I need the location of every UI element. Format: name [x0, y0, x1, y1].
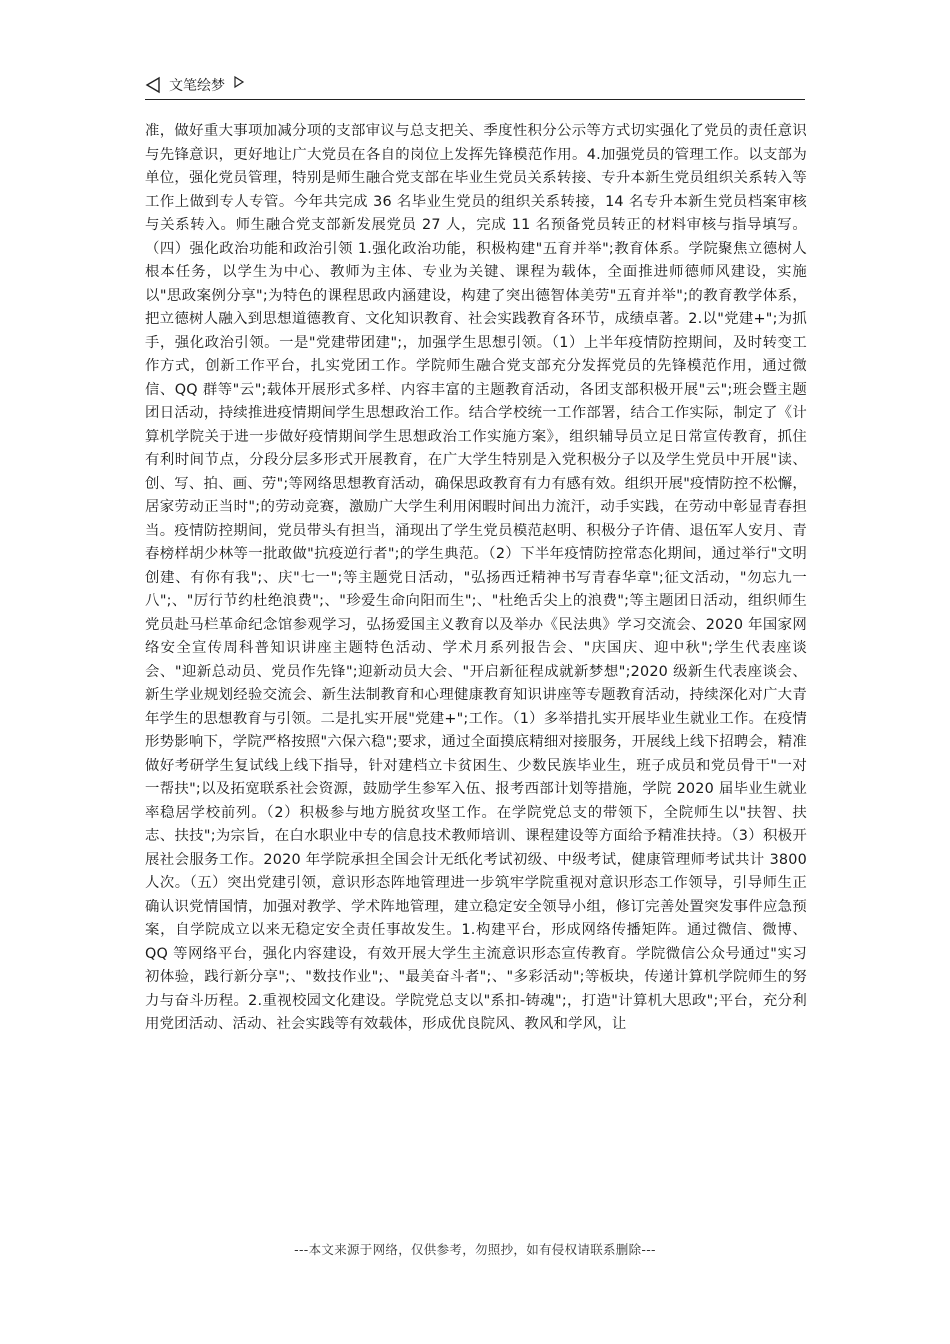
body-paragraph: 准，做好重大事项加减分项的支部审议与总支把关、季度性积分公示等方式切实强化了党员的责任意识与先锋意识，更好地让广大党员在各自的岗位上发挥先锋模范作用。4.加强党员的管理工作。以支部为单位，强化党员管理，特别是师生融合党支部在毕业生党员关系转接、专升本新生党员组织关系转入等工作上做到专人专管。今年共完成 36 名毕业生党员的组织关系转接，14 名专升本新生党员档案审核与关系转入。师生融合党支部新发展党员 27 人，完成 11 名预备党员转正的材料审核与指导填写。（四）强化政治功能和政治引领 1.强化政治功能，积极构建"五育并举";教育体系。学院聚焦立德树人根本任务，以学生为中心、教师为主体、专业为关键、课程为载体，全面推进师德师风建设，实施以"思政案例分享";为特色的课程思政内涵建设，构建了突出德智体美劳"五育并举";的教育教学体系，把立德树人融入到思想道德教育、文化知识教育、社会实践教育各环节，成绩卓著。2.以"党建+";为抓手，强化政治引领。一是"党建带团建";，加强学生思想引领。（1）上半年疫情防控期间，及时转变工作方式，创新工作平台，扎实党团工作。学院师生融合党支部充分发挥党员的先锋模范作用，通过微信、QQ 群等"云";载体开展形式多样、内容丰富的主题教育活动，各团支部积极开展"云";班会暨主题团日活动，持续推进疫情期间学生思想政治工作。结合学校统一工作部署，结合工作实际，制定了《计算机学院关于进一步做好疫情期间学生思想政治工作实施方案》，组织辅导员立足日常宣传教育，抓住有利时间节点，分段分层多形式开展教育，在广大学生特别是入党积极分子以及学生党员中开展"读、创、写、拍、画、劳";等网络思想教育活动，确保思政教育有力有感有效。组织开展"疫情防控不松懈，居家劳动正当时";的劳动竞赛，激励广大学生利用闲暇时间出力流汗，动手实践，在劳动中彰显青春担当。疫情防控期间，党员带头有担当，涌现出了学生党员模范赵明、积极分子许倩、退伍军人安月、青春榜样胡少林等一批敢做"抗疫逆行者";的学生典范。（2）下半年疫情防控常态化期间，通过举行"文明创建、有你有我";、庆"七一";等主题党日活动，"弘扬西迁精神书写青春华章";征文活动，"勿忘九一八";、"厉行节约杜绝浪费";、"珍爱生命向阳而生";、"杜绝舌尖上的浪费";等主题团日活动，组织师生党员赴马栏革命纪念馆参观学习，弘扬爱国主义教育以及举办《民法典》学习交流会、2020 年国家网络安全宣传周科普知识讲座主题特色活动、学术月系列报告会、"庆国庆、迎中秋";学生代表座谈会、"迎新总动员、党员作先锋";迎新动员大会、"开启新征程成就新梦想";2020 级新生代表座谈会、新生学业规划经验交流会、新生法制教育和心理健康教育知识讲座等专题教育活动，持续深化对广大青年学生的思想教育与引领。二是扎实开展"党建+";工作。（1）多举措扎实开展毕业生就业工作。在疫情形势影响下，学院严格按照"六保六稳";要求，通过全面摸底精细对接服务，开展线上线下招聘会，精准做好考研学生复试线上线下指导，针对建档立卡贫困生、少数民族毕业生，班子成员和党员骨干"一对一帮扶";以及拓宽联系社会资源，鼓励学生参军入伍、报考西部计划等措施，学院 2020 届毕业生就业率稳居学校前列。（2）积极参与地方脱贫攻坚工作。在学院党总支的带领下，全院师生以"扶智、扶志、扶技";为宗旨，在白水职业中专的信息技术教师培训、课程建设等方面给予精准扶持。（3）积极开展社会服务工作。2020 年学院承担全国会计无纸化考试初级、中级考试，健康管理师考试共计 3800 人次。（五）突出党建引领，意识形态阵地管理进一步筑牢学院重视对意识形态工作领导，引导师生正确认识党情国情，加强对教学、学术阵地管理，建立稳定安全领导小组，修订完善处置突发事件应急预案，自学院成立以来无稳定安全责任事故发生。1.构建平台，形成网络传播矩阵。通过微信、微博、QQ 等网络平台，强化内容建设，有效开展大学生主流意识形态宣传教育。学院微信公众号通过"实习初体验，践行新分享";、"数技作业";、"最美奋斗者";、"多彩活动";等板块，传递计算机学院师生的努力与奋斗历程。2.重视校园文化建设。学院党总支以"系扣-铸魂";，打造"计算机大思政";平台，充分利用党团活动、活动、社会实践等有效载体，形成优良院风、教风和学风，让 [145, 123, 807, 1032]
header-title: 文笔绘梦 [169, 78, 225, 94]
arrow-left-icon [145, 76, 161, 94]
arrow-right-icon [233, 75, 245, 89]
page-header [145, 72, 805, 98]
document-body [145, 120, 807, 1037]
footer-disclaimer: ---本文来源于网络，仅供参考，勿照抄，如有侵权请联系删除--- [294, 1242, 656, 1257]
header-divider [145, 99, 805, 100]
